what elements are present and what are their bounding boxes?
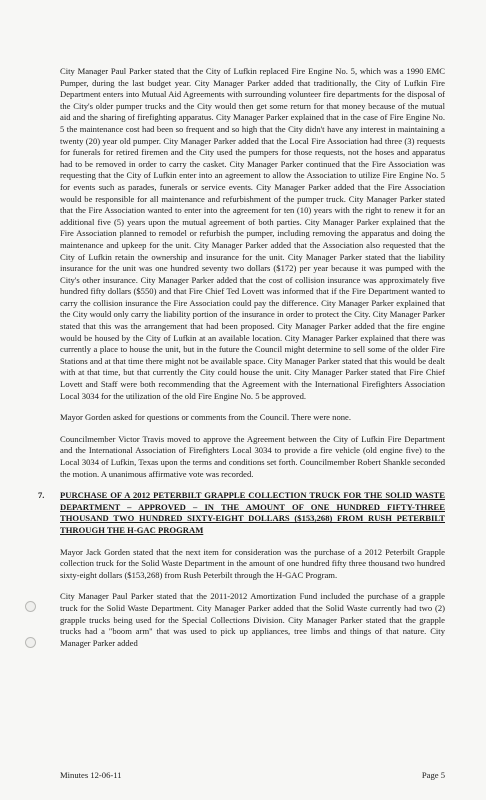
agenda-item-number: 7. — [38, 490, 45, 501]
body-paragraph: Councilmember Victor Travis moved to approve the Agreement between the City of Lufkin Fire Department and the International Association of Firefighters Local 3034 to provide a fire vehicle (old engine five) to the Local 3034 of Lufkin, Texas upon the terms and conditions set forth. Councilmember Robert Shankle seconded the motion. A unanimous affirmative vote was recorded. — [60, 433, 445, 479]
body-paragraph: City Manager Paul Parker stated that the City of Lufkin replaced Fire Engine No. 5, which was a 1990 EMC Pumper, during the last budget year. City Manager Parker added that traditionally, the City of Lufkin Fire Department enters into Mutual Aid Agreements with surrounding volunteer fire departments for the disposal of the City's older pumper trucks and the City would then get some return for that money because of the mutual aid and the sharing of firefighting apparatus. City Manager Parker explained that in the case of Fire Engine No. 5 the maintenance cost had been so frequent and so high that the City didn't have any interest in maintaining a twenty (20) year old pumper. City Manager Parker added that the Local Fire Association had three (3) requests for funerals for retired firemen and the City used the pumpers for those requests, not the hoses and apparatus had to be removed in order to carry the casket. City Manager Parker continued that the Fire Association was requesting that the City of Lufkin enter into an agreement to allow the Association to utilize Fire Engine No. 5 for events such as parades, funerals or service events. City Manager Parker added that the Fire Association would be responsible for all maintenance and refurbishment of the pumper truck. City Manager Parker stated that the Fire Association wanted to enter into the agreement for ten (10) years with the right to renew it for an additional five (5) years upon the mutual agreement of both parties. City Manager Parker explained that the Fire Association planned to remodel or refurbish the pumper, including removing the apparatus and doing the maintenance and upkeep for the unit. City Manager Parker added that the Association also requested that the City of Lufkin retain the ownership and insurance for the unit. City Manager Parker stated that the liability insurance for the unit was one hundred seventy two dollars ($172) per year because it was pumped with the City's other insurance. City Manager Parker added that the cost of collision insurance was approximately five hundred fifty dollars ($550) and that Fire Chief Ted Lovett was informed that if the Fire Department wanted to carry the collision insurance the Fire Association could pay the difference. City Manager Parker explained that the City would only carry the liability portion of the insurance in order to protect the City. City Manager Parker stated that this was the arrangement that had been proposed. City Manager Parker added that the fire engine would be housed by the City of Lufkin at an available location. City Manager Parker explained that there was currently a place to house the unit, but in the future the Council might determine to sell some of the older Fire Stations and at that time there might not be available space. City Manager Parker stated that this would be dealt with at that time, but that currently the City could house the unit. City Manager Parker stated that Fire Chief Lovett and Staff were both recommending that the Agreement with the International Firefighters Association Local 3034 for the utilization of the old Fire Engine No. 5 be approved. — [60, 66, 445, 401]
body-paragraph: Mayor Jack Gorden stated that the next item for consideration was the purchase of a 2012 Peterbilt Grapple collection truck for the Solid Waste Department in the amount of one hundred fifty three thousand two hundred sixty-eight dollars ($153,268) from Rush Peterbilt through the H-GAC Program. — [60, 546, 445, 580]
footer-document-label: Minutes 12-06-11 — [60, 770, 122, 780]
footer-page-number: Page 5 — [421, 770, 445, 780]
minutes-body — [38, 66, 445, 659]
punch-hole-mark — [25, 637, 36, 648]
body-paragraph: City Manager Paul Parker stated that the 2011-2012 Amortization Fund included the purchase of a grapple truck for the Solid Waste Department. City Manager Parker added that the Solid Waste currently had two (2) grapple trucks being used for the Special Collections Division. City Manager Parker stated that the grapple trucks had a "boom arm" that was used to pick up appliances, tree limbs and things of that nature. City Manager Parker added — [60, 591, 445, 648]
agenda-item-title: PURCHASE OF A 2012 PETERBILT GRAPPLE COLLECTION TRUCK FOR THE SOLID WASTE DEPARTMENT – APPROVED – IN THE AMOUNT OF ONE HUNDRED FIFTY-THREE THOUSAND TWO HUNDRED SIXTY-EIGHT DOLLARS ($153,268) FROM RUSH PETERBILT THROUGH THE H-GAC PROGRAM — [60, 490, 445, 535]
page-footer — [60, 770, 445, 780]
agenda-item — [38, 490, 445, 536]
punch-hole-mark — [25, 601, 36, 612]
body-paragraph: Mayor Gorden asked for questions or comments from the Council. There were none. — [60, 412, 351, 423]
